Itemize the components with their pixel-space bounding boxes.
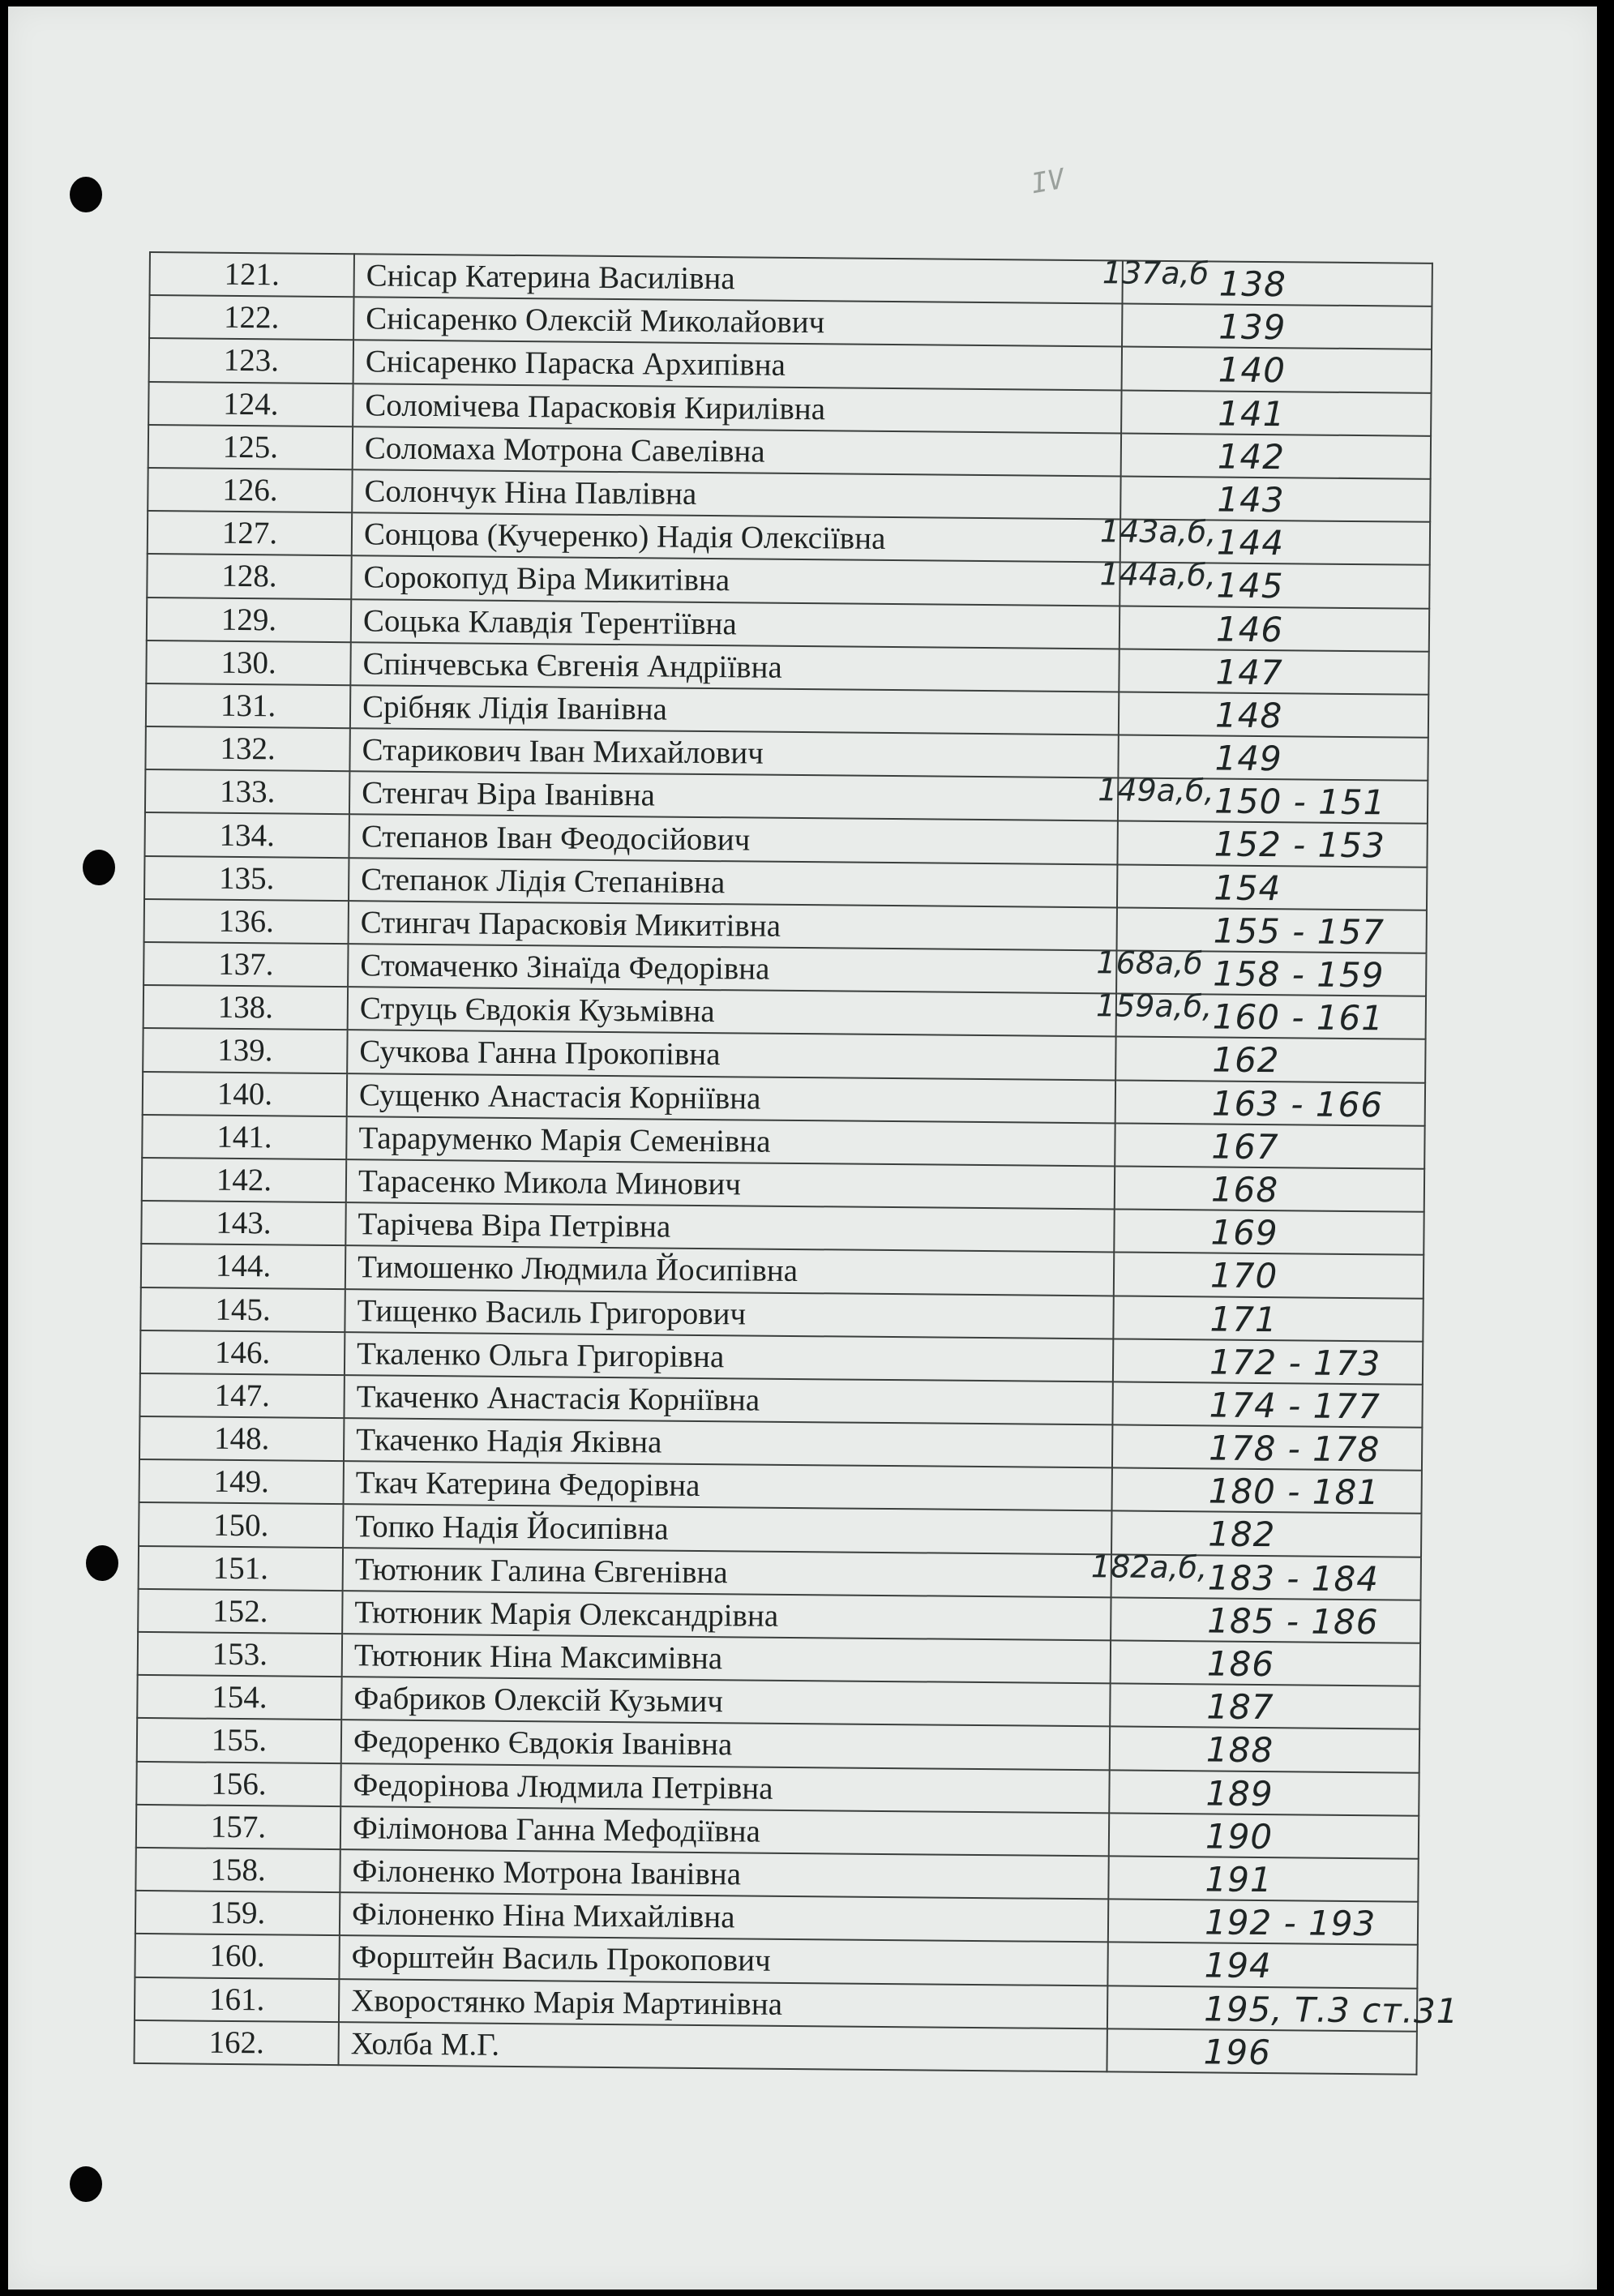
page-number: 194 (1204, 1945, 1272, 1986)
page-reference-cell (1107, 1985, 1459, 2032)
person-name: Холба М.Г. (338, 2022, 1107, 2071)
row-number: 154. (137, 1675, 341, 1720)
page-number: 163 - 166 (1211, 1083, 1384, 1124)
registry-table (133, 251, 1459, 2075)
row-number: 128. (147, 554, 351, 598)
page-reference-cell (1109, 1770, 1419, 1816)
person-name: Сущенко Анастасія Корніївна (347, 1073, 1115, 1123)
page-number: 174 - 177 (1209, 1385, 1381, 1427)
page-number: 167 (1211, 1126, 1279, 1167)
page-number: 172 - 173 (1209, 1342, 1381, 1383)
handwritten-note: 159а,б, (1095, 987, 1213, 1025)
row-number: 161. (135, 1977, 339, 2021)
page-number: 154 (1213, 867, 1282, 908)
person-name: Хворостянко Марія Мартинівна (339, 1979, 1107, 2028)
page-reference-cell (1108, 1856, 1418, 1902)
page-number: 170 (1209, 1255, 1278, 1296)
page-number: 178 - 178 (1208, 1428, 1381, 1470)
page-number: 169 (1210, 1212, 1278, 1253)
row-number: 142. (142, 1158, 346, 1202)
row-number: 146. (140, 1330, 345, 1375)
person-name: Стомаченко Зінаїда Федорівна (348, 944, 1116, 993)
row-number: 156. (136, 1762, 340, 1806)
punch-hole-top (70, 177, 102, 212)
person-name: Тимошенко Людмила Йосипівна (345, 1245, 1114, 1295)
page-reference-cell (1121, 390, 1431, 436)
row-number: 131. (146, 683, 350, 728)
person-name: Тараруменко Марія Семенівна (346, 1116, 1115, 1166)
page-number: 162 (1212, 1039, 1280, 1081)
person-name: Ткаленко Ольга Григорівна (345, 1332, 1113, 1381)
page-number: 158 - 159 (1213, 953, 1385, 996)
person-name: Ткач Катерина Федорівна (344, 1461, 1112, 1510)
person-name: Тарасенко Микола Минович (346, 1159, 1115, 1209)
person-name: Тютюник Галина Євгенівна (343, 1548, 1111, 1597)
person-name: Степанок Лідія Степанівна (349, 858, 1117, 907)
page-reference-cell (1111, 1640, 1420, 1686)
page-number: 192 - 193 (1204, 1902, 1376, 1944)
person-name: Спінчевська Євгенія Андріївна (350, 642, 1119, 692)
person-name: Стенгач Віра Іванівна (349, 771, 1118, 820)
page-number: 183 - 184 (1207, 1557, 1380, 1599)
person-name: Соломічева Парасковія Кирилівна (353, 383, 1121, 433)
page-reference-cell (1122, 304, 1432, 350)
row-number: 144. (141, 1244, 345, 1288)
row-number: 122. (149, 295, 353, 340)
page-number: 144 (1216, 522, 1285, 563)
handwritten-note: 137а,б (1102, 255, 1209, 292)
page-number: 187 (1206, 1686, 1274, 1728)
page-reference-cell (1115, 1166, 1424, 1212)
row-number: 121. (150, 252, 354, 297)
page-number: 152 - 153 (1214, 824, 1386, 866)
row-number: 147. (139, 1373, 344, 1418)
row-number: 143. (141, 1201, 345, 1245)
person-name: Тютюник Марія Олександрівна (342, 1591, 1111, 1640)
page-reference-cell (1099, 556, 1429, 609)
punch-hole-lower-middle (86, 1545, 118, 1581)
page-number: 160 - 161 (1212, 996, 1385, 1039)
page-reference-cell (1114, 1253, 1423, 1299)
folio-mark: IV (1028, 162, 1068, 201)
page-reference-cell (1108, 1900, 1418, 1946)
person-name: Ткаченко Надія Яківна (344, 1418, 1112, 1467)
row-number: 162. (134, 2020, 338, 2065)
page-number: 180 - 181 (1208, 1471, 1381, 1513)
page-reference-cell (1090, 1548, 1421, 1600)
person-name: Снісар Катерина Василівна (354, 254, 1123, 303)
page-number: 188 (1205, 1729, 1274, 1771)
row-number: 127. (148, 511, 352, 555)
page-reference-cell (1112, 1381, 1422, 1428)
page-number: 141 (1218, 393, 1286, 434)
page-reference-cell (1109, 1813, 1419, 1859)
page-reference-cell (1119, 649, 1428, 695)
page-reference-cell (1117, 821, 1427, 867)
page-number: 150 - 151 (1214, 781, 1386, 823)
person-name: Ткаченко Анастасія Корніївна (344, 1375, 1112, 1424)
page-reference-cell (1112, 1424, 1422, 1471)
row-number: 135. (144, 856, 349, 901)
page-number: 186 (1206, 1643, 1275, 1685)
person-name: Снісаренко Параска Архипівна (353, 341, 1122, 390)
page-number: 140 (1218, 349, 1286, 391)
row-number: 129. (147, 597, 351, 641)
person-name: Тарічева Віра Петрівна (345, 1202, 1114, 1252)
person-name: Старикович Іван Михайлович (349, 728, 1118, 777)
page-number: 171 (1209, 1298, 1278, 1339)
row-number: 157. (136, 1805, 340, 1849)
registry-table-body (134, 252, 1459, 2075)
person-name: Фабриков Олексій Кузьмич (341, 1677, 1110, 1726)
row-number: 151. (139, 1546, 343, 1591)
page-reference-cell (1113, 1339, 1423, 1385)
person-name: Соцька Клавдія Терентіївна (351, 599, 1120, 649)
page-reference-cell (1095, 987, 1426, 1040)
row-number: 138. (143, 985, 348, 1030)
page-reference-cell (1111, 1468, 1421, 1514)
page-reference-cell (1119, 692, 1428, 738)
page-number: 189 (1205, 1773, 1274, 1814)
person-name: Топко Надія Йосипівна (343, 1505, 1111, 1554)
page-reference-cell (1111, 1597, 1420, 1643)
page-number: 143 (1217, 479, 1285, 520)
page-reference-cell (1115, 1037, 1425, 1083)
row-number: 153. (138, 1632, 342, 1677)
page-number: 185 - 186 (1207, 1600, 1379, 1643)
person-name: Снісаренко Олексій Миколайович (353, 297, 1122, 346)
document-page (8, 6, 1597, 2290)
page-reference-cell (1115, 1080, 1425, 1126)
page-number: 146 (1215, 609, 1284, 649)
page-reference-cell (1114, 1210, 1423, 1256)
page-number: 139 (1218, 306, 1286, 348)
person-name: Філімонова Ганна Мефодіївна (340, 1806, 1109, 1856)
person-name: Тютюник Ніна Максимівна (342, 1634, 1111, 1683)
page-reference-cell (1110, 1684, 1419, 1730)
page-reference-cell (1117, 864, 1427, 910)
row-number: 136. (144, 899, 349, 944)
page-number: 168 (1210, 1169, 1279, 1210)
row-number: 148. (139, 1416, 344, 1461)
row-number: 126. (148, 468, 352, 512)
person-name: Філоненко Ніна Михайлівна (340, 1892, 1108, 1942)
page-reference-cell (1102, 255, 1432, 306)
page-number: 195, Т.3 ст.31 (1203, 1988, 1459, 2031)
row-number: 145. (140, 1287, 345, 1331)
page-number: 149 (1214, 738, 1282, 779)
person-name: Форштейн Василь Прокопович (339, 1935, 1107, 1985)
row-number: 125. (148, 425, 353, 469)
row-number: 150. (139, 1502, 343, 1547)
handwritten-note: 143а,б, (1099, 513, 1217, 550)
row-number: 133. (145, 769, 349, 814)
page-number: 196 (1203, 2032, 1272, 2072)
person-name: Степанов Іван Феодосійович (349, 815, 1117, 864)
person-name: Струць Євдокія Кузьмівна (348, 987, 1116, 1036)
row-number: 130. (146, 640, 350, 685)
page-reference-cell (1121, 433, 1431, 479)
row-number: 141. (142, 1115, 346, 1159)
person-name: Філоненко Мотрона Іванівна (340, 1849, 1108, 1899)
handwritten-note: 144а,б, (1099, 556, 1217, 593)
page-number: 142 (1217, 436, 1286, 477)
row-number: 149. (139, 1459, 344, 1504)
row-number: 155. (137, 1718, 341, 1763)
punch-hole-bottom (70, 2166, 102, 2202)
person-name: Срібняк Лідія Іванівна (350, 685, 1119, 735)
page-reference-cell (1113, 1296, 1423, 1342)
page-number: 155 - 157 (1213, 910, 1385, 953)
page-number: 191 (1205, 1859, 1273, 1900)
person-name: Тищенко Василь Григорович (345, 1289, 1113, 1339)
row-number: 140. (143, 1072, 347, 1116)
page-reference-cell (1115, 1123, 1424, 1169)
person-name: Сорокопуд Віра Микитівна (351, 556, 1120, 606)
handwritten-note: 168а,б (1096, 945, 1203, 982)
person-name: Федоренко Євдокія Іванівна (341, 1720, 1110, 1770)
page-reference-cell (1120, 606, 1429, 652)
page-reference-cell (1110, 1727, 1419, 1773)
page-number: 147 (1215, 652, 1283, 692)
row-number: 139. (143, 1028, 347, 1073)
page-number: 148 (1214, 695, 1283, 736)
page-reference-cell (1122, 347, 1432, 393)
row-number: 160. (135, 1934, 339, 1978)
person-name: Стингач Парасковія Микитівна (349, 901, 1117, 950)
row-number: 158. (135, 1848, 340, 1892)
row-number: 123. (149, 338, 353, 383)
handwritten-note: 149а,б, (1098, 772, 1214, 809)
row-number: 159. (135, 1891, 340, 1935)
row-number: 137. (143, 942, 348, 987)
person-name: Солончук Ніна Павлівна (352, 469, 1120, 519)
page-number: 190 (1205, 1816, 1274, 1857)
handwritten-note: 182а,б, (1090, 1548, 1208, 1586)
row-number: 132. (145, 726, 349, 771)
row-number: 124. (148, 382, 353, 426)
page-reference-cell (1107, 1943, 1417, 1989)
page-number: 182 (1208, 1514, 1276, 1555)
person-name: Соломаха Мотрона Савелівна (353, 426, 1121, 476)
person-name: Сучкова Ганна Прокопівна (347, 1030, 1115, 1080)
page-number: 138 (1218, 263, 1287, 305)
page-reference-cell (1107, 2028, 1416, 2075)
person-name: Сонцова (Кучеренко) Надія Олексіївна (352, 512, 1120, 562)
page-reference-cell (1098, 772, 1428, 825)
row-number: 134. (144, 812, 349, 857)
person-name: Федорінова Людмила Петрівна (340, 1763, 1109, 1813)
page-number: 145 (1216, 565, 1284, 606)
punch-hole-upper-middle (83, 850, 115, 885)
row-number: 152. (138, 1589, 342, 1634)
